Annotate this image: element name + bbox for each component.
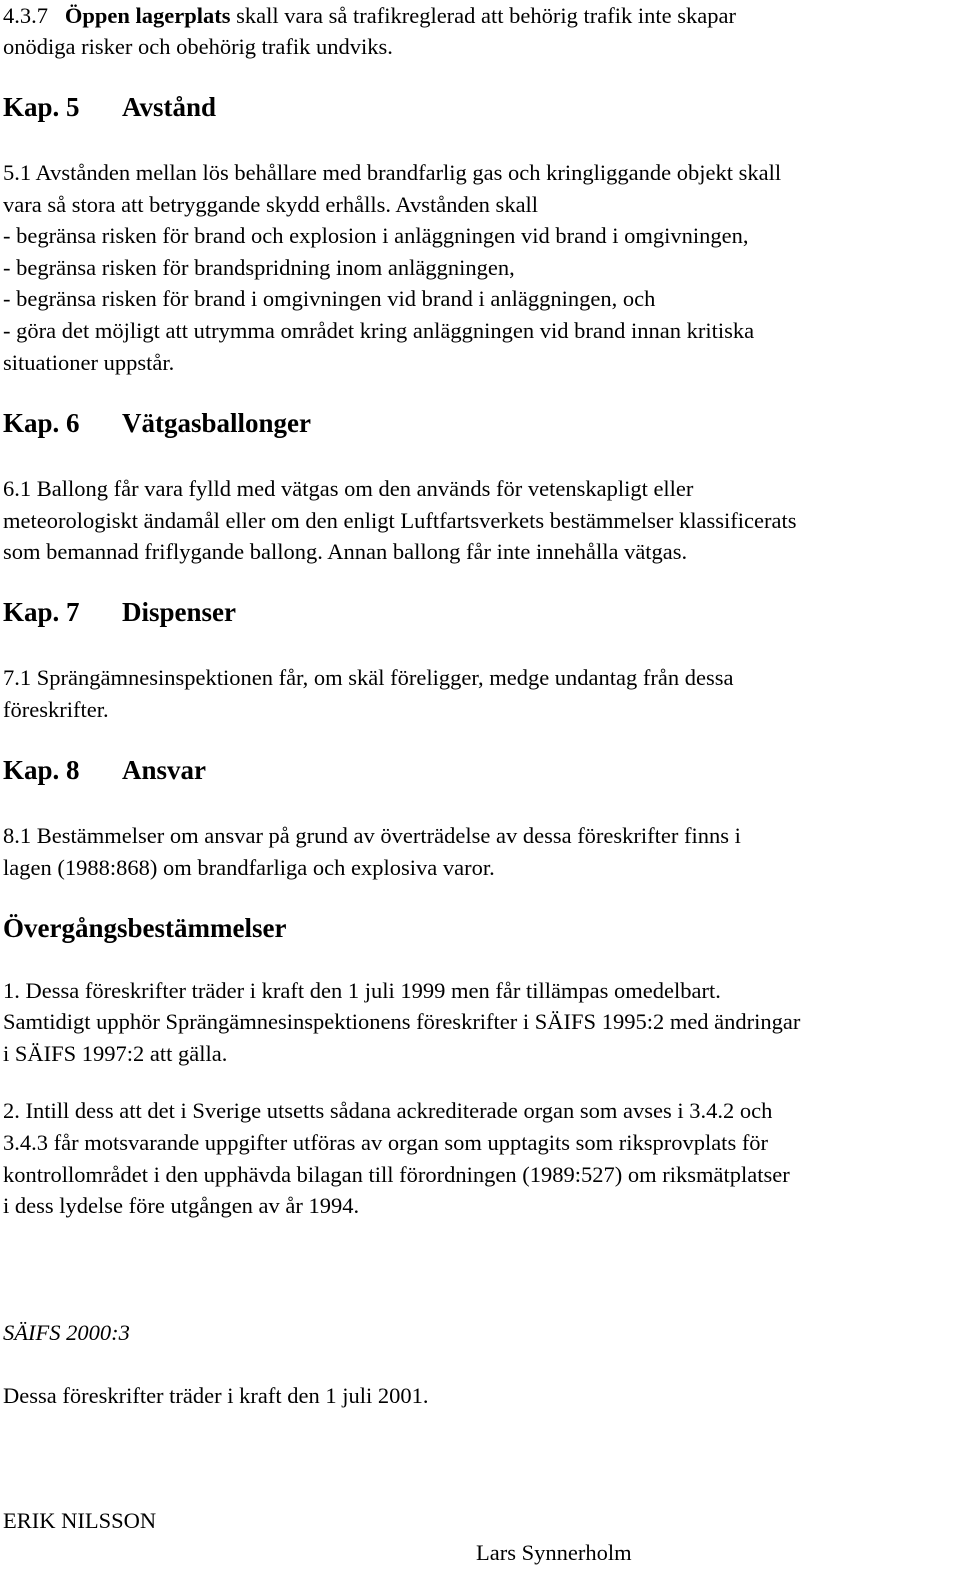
section-6-1-line: meteorologiskt ändamål eller om den enligt Luftfartsverkets bestämmelser klassificerats	[3, 508, 797, 533]
transition-p1-line: 1. Dessa föreskrifter träder i kraft den 1 juli 1999 men får tillämpas omedelbart.	[3, 978, 721, 1003]
chapter-title: Avstånd	[122, 92, 217, 122]
section-6-1-line: som bemannad friflygande ballong. Annan ballong får inte innehålla vätgas.	[3, 539, 688, 564]
transition-p1-line: Samtidigt upphör Sprängämnesinspektionens föreskrifter i SÄIFS 1995:2 med ändringar	[3, 1009, 801, 1034]
section-5-1-line: vara så stora att betryggande skydd erhålls. Avstånden skall	[3, 192, 539, 217]
transition-heading: Övergångsbestämmelser	[3, 913, 287, 943]
section-4-3-7-line-2: onödiga risker och obehörig trafik undviks.	[3, 34, 393, 59]
chapter-title: Vätgasballonger	[122, 408, 311, 438]
signer-2: Lars Synnerholm	[476, 1540, 632, 1565]
chapter-title: Dispenser	[122, 597, 236, 627]
section-8-1-line: lagen (1988:868) om brandfarliga och explosiva varor.	[3, 855, 495, 880]
section-5-1-line: 5.1 Avstånden mellan lös behållare med brandfarlig gas och kringliggande objekt skall	[3, 160, 782, 185]
transition-p2-line: i dess lydelse före utgången av år 1994.	[3, 1193, 360, 1218]
section-5-1-line: - göra det möjligt att utrymma området kring anläggningen vid brand innan kritiska	[3, 318, 755, 343]
chapter-5-heading	[3, 90, 216, 124]
amendment-reference: SÄIFS 2000:3	[3, 1320, 130, 1345]
chapter-7-heading	[3, 595, 236, 629]
chapter-number: Kap. 6	[3, 408, 80, 438]
section-5-1-line: - begränsa risken för brand och explosion i anläggningen vid brand i omgivningen,	[3, 223, 749, 248]
section-5-1-line: - begränsa risken för brandspridning inom anläggningen,	[3, 255, 515, 280]
section-text: skall vara så trafikreglerad att behörig trafik inte skapar	[230, 3, 736, 28]
transition-p1-line: i SÄIFS 1997:2 att gälla.	[3, 1041, 228, 1066]
section-number: 4.3.7	[3, 3, 48, 28]
section-term: Öppen lagerplats	[64, 3, 231, 28]
chapter-number: Kap. 8	[3, 755, 80, 785]
section-4-3-7-line-1	[3, 1, 736, 31]
chapter-8-heading	[3, 753, 206, 787]
chapter-6-heading	[3, 406, 311, 440]
chapter-title: Ansvar	[122, 755, 207, 785]
section-7-1-line: föreskrifter.	[3, 697, 109, 722]
chapter-number: Kap. 5	[3, 92, 80, 122]
section-8-1-line: 8.1 Bestämmelser om ansvar på grund av överträdelse av dessa föreskrifter finns i	[3, 823, 741, 848]
chapter-number: Kap. 7	[3, 597, 80, 627]
section-5-1-line: situationer uppstår.	[3, 350, 175, 375]
transition-p2-line: 3.4.3 får motsvarande uppgifter utföras av organ som upptagits som riksprovplats för	[3, 1130, 769, 1155]
amendment-text: Dessa föreskrifter träder i kraft den 1 juli 2001.	[3, 1383, 429, 1408]
section-7-1-line: 7.1 Sprängämnesinspektionen får, om skäl föreligger, medge undantag från dessa	[3, 665, 734, 690]
signer-1: ERIK NILSSON	[3, 1508, 157, 1533]
section-6-1-line: 6.1 Ballong får vara fylld med vätgas om den används för vetenskapligt eller	[3, 476, 694, 501]
transition-p2-line: kontrollområdet i den upphävda bilagan till förordningen (1989:527) om riksmätplatser	[3, 1162, 790, 1187]
transition-p2-line: 2. Intill dess att det i Sverige utsetts sådana ackrediterade organ som avses i 3.4.2 och	[3, 1098, 773, 1123]
section-5-1-line: - begränsa risken för brand i omgivningen vid brand i anläggningen, och	[3, 286, 656, 311]
